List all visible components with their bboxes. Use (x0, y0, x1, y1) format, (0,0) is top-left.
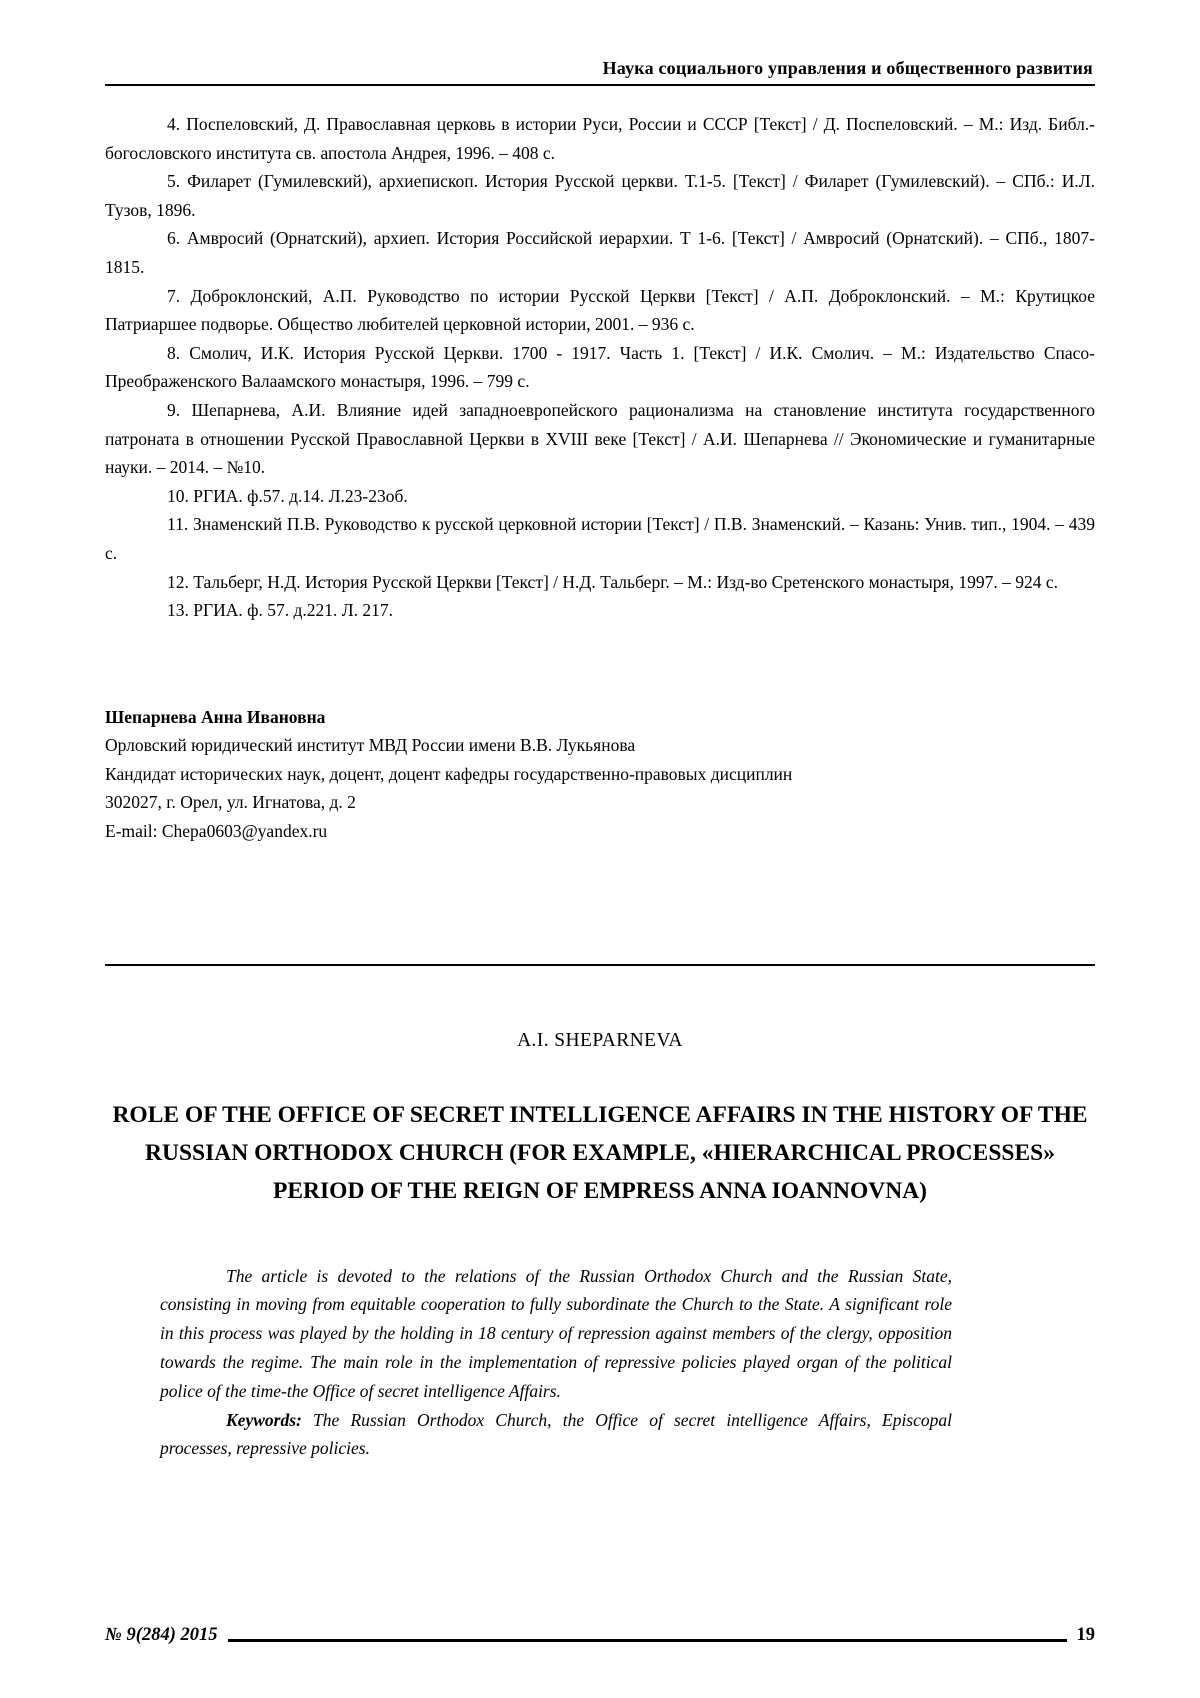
author-info-block (105, 703, 1095, 846)
footer-rule (228, 1639, 1067, 1642)
author-affiliation: Орловский юридический институт МВД России имени В.В. Лукьянова (105, 735, 636, 756)
author-position: Кандидат исторических наук, доцент, доцент кафедры государственно-правовых дисциплин (105, 763, 793, 784)
reference-item: 5. Филарет (Гумилевский), архиепископ. История Русской церкви. Т.1-5. [Текст] / Филарет (Гумилевский). – СПб.: И.Л. Тузов, 1896. (105, 171, 1095, 220)
author-email: E-mail: Chepa0603@yandex.ru (105, 821, 328, 842)
page-number: 19 (1076, 1625, 1095, 1645)
reference-item: 7. Доброклонский, А.П. Руководство по истории Русской Церкви [Текст] / А.П. Доброклонский. – М.: Крутицкое Патриаршее подворье. Общество любителей церковной истории, 2001. – 936 с. (105, 285, 1095, 335)
page-footer (105, 1625, 1095, 1646)
article-author-latin: A.I. SHEPARNEVA (517, 1029, 683, 1051)
keywords-text: The Russian Orthodox Church, the Office of secret intelligence Affairs, Episcopal processes, repressive policies. (160, 1409, 952, 1459)
article-title: ROLE OF THE OFFICE OF SECRET INTELLIGENCE AFFAIRS IN THE HISTORY OF THE RUSSIAN ORTHODOX CHURCH (FOR EXAMPLE, «HIERARCHICAL PROCESSES» PERIOD OF THE REIGN OF EMPRESS ANNA IOANNOVNA) (112, 1101, 1088, 1204)
running-head-title: Наука социального управления и общественного развития (105, 58, 1095, 86)
reference-item: 9. Шепарнева, А.И. Влияние идей западноевропейского рационализма на становление института государственного патроната в отношении Русской Православной Церкви в XVIII веке [Текст] / А.И. Шепарнева // Экономические и гуманитарные науки. – 2014. – №10. (105, 399, 1095, 478)
abstract-block (160, 1262, 952, 1464)
reference-item: 13. РГИА. ф. 57. д.221. Л. 217. (167, 600, 393, 621)
author-address: 302027, г. Орел, ул. Игнатова, д. 2 (105, 792, 356, 813)
section-divider (105, 964, 1095, 966)
abstract-text: The article is devoted to the relations of the Russian Orthodox Church and the Russian State, consisting in moving from equitable cooperation to fully subordinate the Church to the State. A significant role in this process was played by the holding in 18 century of repression against members of the clergy, opposition towards the regime. The main role in the implementation of repressive policies played organ of the political police of the time-the Office of secret intelligence Affairs. (160, 1265, 952, 1401)
reference-item: 6. Амвросий (Орнатский), архиеп. История Российской иерархии. Т 1-6. [Текст] / Амвросий (Орнатский). – СПб., 1807-1815. (105, 228, 1095, 277)
keywords-paragraph (160, 1406, 952, 1464)
keywords-label: Keywords: (226, 1409, 302, 1430)
reference-item: 8. Смолич, И.К. История Русской Церкви. 1700 - 1917. Часть 1. [Текст] / И.К. Смолич. – М.: Издательство Спасо-Преображенского Валаамского монастыря, 1996. – 799 с. (105, 342, 1095, 392)
reference-item: 4. Поспеловский, Д. Православная церковь в истории Руси, России и СССР [Текст] / Д. Поспеловский. – М.: Изд. Библ.- богословского института св. апостола Андрея, 1996. – 408 с. (105, 114, 1095, 163)
reference-item: 12. Тальберг, Н.Д. История Русской Церкви [Текст] / Н.Д. Тальберг. – М.: Изд-во Сретенского монастыря, 1997. – 924 с. (167, 571, 1058, 592)
reference-item: 10. РГИА. ф.57. д.14. Л.23-23об. (167, 485, 408, 506)
author-name: Шепарнева Анна Ивановна (105, 706, 326, 727)
reference-item: 11. Знаменский П.В. Руководство к русской церковной истории [Текст] / П.В. Знаменский. – Казань: Унив. тип., 1904. – 439 с. (105, 514, 1095, 563)
references-list (105, 110, 1095, 625)
issue-number: № 9(284) 2015 (105, 1625, 218, 1645)
